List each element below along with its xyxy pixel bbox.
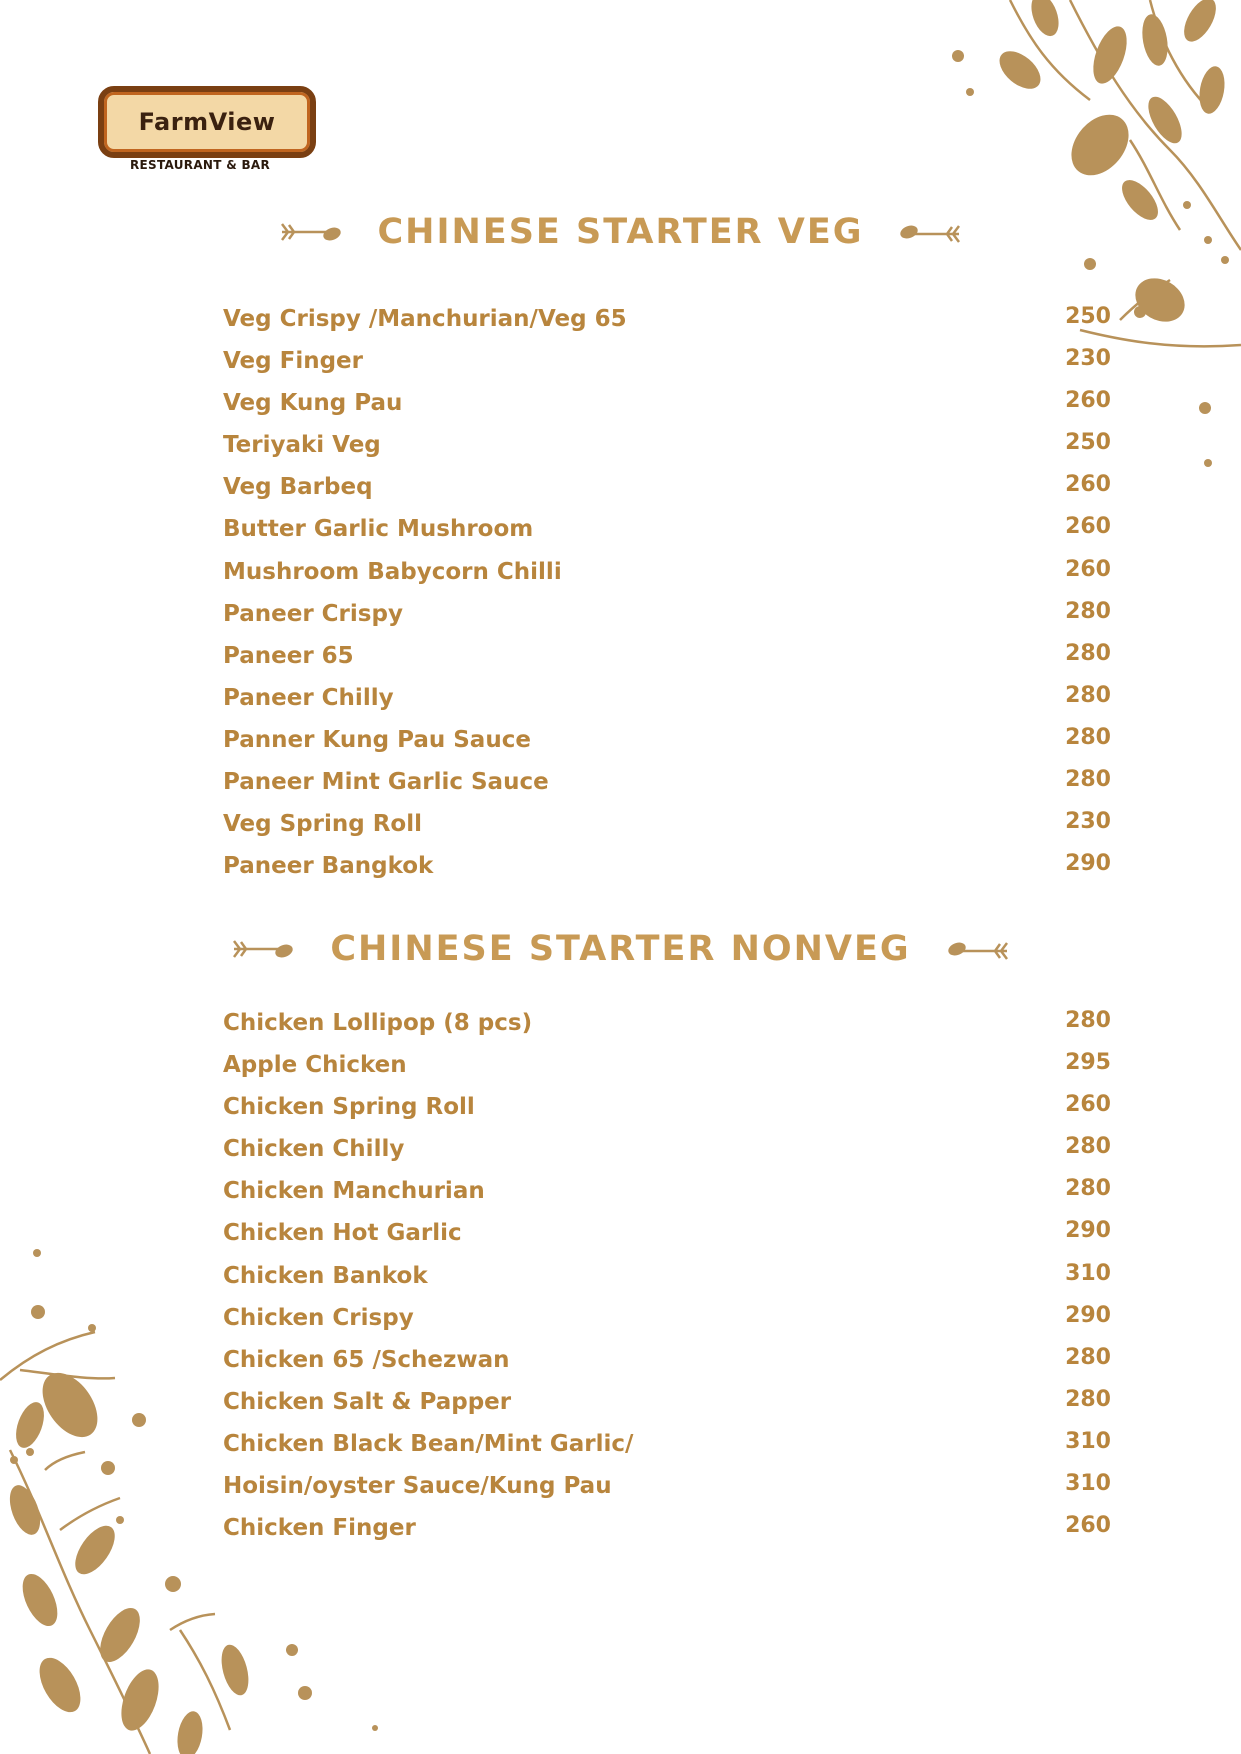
menu-item [223, 348, 1111, 390]
brand-name: FarmView [138, 108, 276, 136]
menu-item-price: 260 [1065, 388, 1111, 414]
menu-item-name: Paneer 65 [223, 642, 354, 669]
logo-board [98, 86, 316, 158]
menu-item-price: 280 [1065, 767, 1111, 793]
section-title: CHINESE STARTER VEG [377, 212, 864, 252]
menu-item [223, 1136, 1111, 1178]
menu-item-price: 310 [1065, 1471, 1111, 1497]
menu-item-name: Chicken Salt & Papper [223, 1388, 512, 1415]
menu-list-veg [223, 306, 1111, 895]
menu-item-name: Chicken Lollipop (8 pcs) [223, 1010, 533, 1036]
section-heading-nonveg [0, 929, 1241, 969]
menu-item [223, 598, 1111, 643]
menu-item-price: 260 [1065, 514, 1111, 540]
menu-item-name: Apple Chicken [223, 1052, 407, 1079]
menu-list-nonveg [223, 1010, 1111, 1557]
menu-item-name: Chicken Hot Garlic [223, 1220, 462, 1247]
menu-item-price: 230 [1065, 346, 1111, 372]
menu-item-price: 280 [1065, 640, 1111, 666]
menu-item-price: 295 [1065, 1050, 1111, 1076]
menu-item-name: Chicken Chilly [223, 1136, 405, 1163]
menu-item-name: Chicken Finger [223, 1515, 416, 1542]
menu-item-price: 280 [1065, 724, 1111, 750]
menu-item-price: 280 [1065, 1386, 1111, 1412]
menu-item [223, 1473, 1111, 1515]
menu-item-price: 310 [1065, 1260, 1111, 1286]
menu-item [223, 432, 1111, 474]
sprig-left-icon [232, 931, 296, 967]
menu-item-name: Veg Crispy /Manchurian/Veg 65 [223, 306, 627, 332]
menu-item [223, 1515, 1111, 1557]
menu-item-price: 280 [1065, 1134, 1111, 1160]
menu-item-price: 250 [1065, 430, 1111, 456]
menu-item [223, 390, 1111, 432]
menu-item [223, 556, 1111, 601]
menu-item-price: 280 [1065, 1008, 1111, 1033]
menu-item [223, 1386, 1111, 1431]
menu-item-name: Panner Kung Pau Sauce [223, 726, 531, 753]
menu-item-name: Chicken Manchurian [223, 1178, 485, 1205]
menu-item [223, 1220, 1111, 1262]
menu-item-name: Paneer Mint Garlic Sauce [223, 769, 549, 796]
brand-logo [96, 82, 312, 178]
menu-item [223, 1302, 1111, 1347]
menu-item-name: Chicken Spring Roll [223, 1094, 475, 1121]
menu-item-name: Paneer Crispy [223, 600, 403, 627]
menu-item-price: 260 [1065, 1513, 1111, 1539]
menu-item-price: 260 [1065, 472, 1111, 498]
menu-item-price: 260 [1065, 1092, 1111, 1118]
menu-item [223, 1260, 1111, 1305]
menu-item [223, 516, 1111, 558]
menu-item [223, 640, 1111, 685]
menu-item-name: Chicken Black Bean/Mint Garlic/ [223, 1430, 634, 1457]
sprig-right-icon [897, 214, 961, 250]
menu-item-price: 230 [1065, 809, 1111, 835]
menu-item-name: Chicken Bankok [223, 1262, 428, 1289]
menu-item-price: 250 [1065, 304, 1111, 329]
menu-item-name: Chicken 65 /Schezwan [223, 1346, 510, 1373]
section-title: CHINESE STARTER NONVEG [330, 929, 911, 969]
menu-item-price: 310 [1065, 1428, 1111, 1454]
menu-item [223, 811, 1111, 853]
menu-item-name: Paneer Chilly [223, 684, 394, 711]
menu-item-name: Paneer Bangkok [223, 853, 434, 880]
sprig-right-icon [945, 931, 1009, 967]
menu-item-price: 280 [1065, 682, 1111, 708]
menu-item-name: Veg Finger [223, 348, 363, 375]
menu-item-price: 260 [1065, 556, 1111, 582]
menu-item [223, 1010, 1111, 1052]
menu-item [223, 306, 1111, 348]
menu-item-name: Chicken Crispy [223, 1304, 414, 1331]
menu-item [223, 1178, 1111, 1220]
menu-item-name: Veg Barbeq [223, 474, 373, 501]
menu-item [223, 1344, 1111, 1389]
menu-item [223, 682, 1111, 727]
menu-item [223, 1094, 1111, 1136]
menu-item-name: Veg Spring Roll [223, 811, 422, 838]
menu-item [223, 853, 1111, 895]
menu-item-name: Hoisin/oyster Sauce/Kung Pau [223, 1473, 612, 1500]
menu-item [223, 769, 1111, 811]
menu-item-price: 290 [1065, 1302, 1111, 1328]
sprig-left-icon [280, 214, 344, 250]
section-heading-veg [0, 212, 1241, 252]
menu-item [223, 1428, 1111, 1473]
menu-item [223, 1052, 1111, 1094]
brand-subtitle: RESTAURANT & BAR [130, 158, 271, 172]
menu-item [223, 474, 1111, 516]
menu-item-name: Mushroom Babycorn Chilli [223, 558, 562, 585]
menu-item-name: Butter Garlic Mushroom [223, 516, 534, 543]
menu-item [223, 724, 1111, 769]
menu-item-price: 290 [1065, 1218, 1111, 1244]
menu-item-price: 280 [1065, 1176, 1111, 1202]
menu-item-price: 280 [1065, 598, 1111, 624]
menu-item-price: 290 [1065, 851, 1111, 877]
menu-item-name: Veg Kung Pau [223, 390, 403, 417]
menu-item-price: 280 [1065, 1344, 1111, 1370]
menu-item-name: Teriyaki Veg [223, 432, 381, 459]
